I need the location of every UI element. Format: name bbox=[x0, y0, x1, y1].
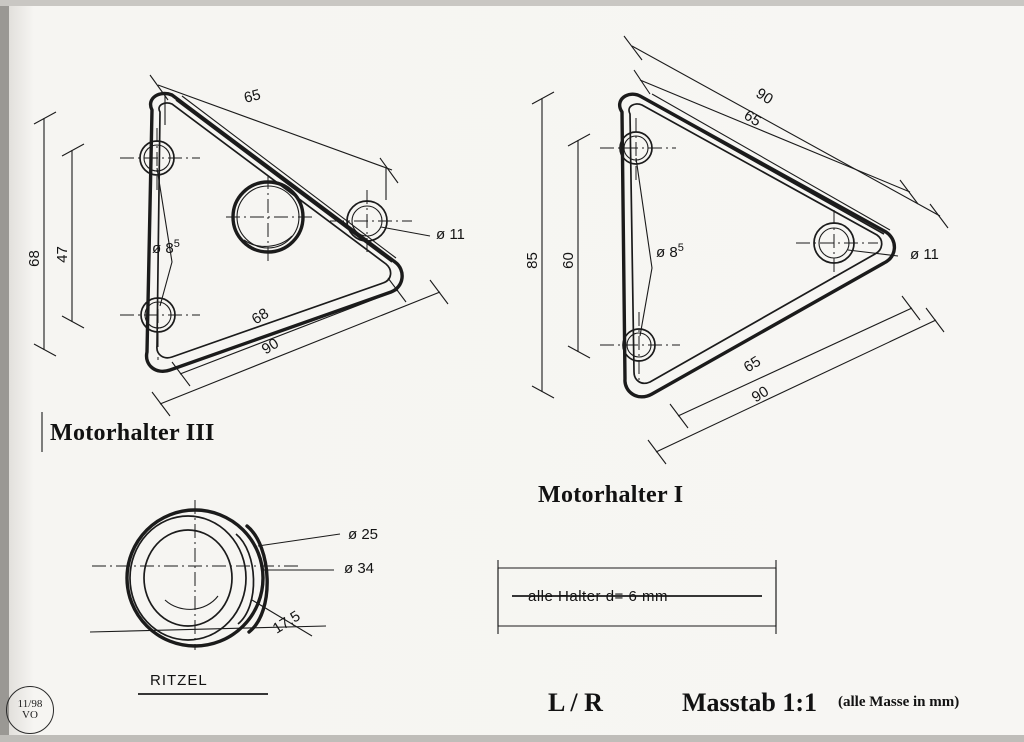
dim-34-ritzel: ø 34 bbox=[344, 560, 375, 577]
footer-units: (alle Masse in mm) bbox=[838, 694, 960, 710]
dim-60-left-part1: 60 bbox=[559, 252, 577, 269]
dim-17-5-ritzel: 17,5 bbox=[269, 607, 304, 638]
dim-65-top-part3: 65 bbox=[242, 86, 263, 107]
dim-68-left-part3: 68 bbox=[25, 250, 43, 267]
dim-hole-8-5-part1: ø $8^5$ bbox=[656, 242, 684, 261]
dim-hole-8-5-part3: ø $8^5$ bbox=[152, 238, 180, 257]
dim-90-bottom-part1: 90 bbox=[748, 382, 772, 407]
dim-90-top-part1: 90 bbox=[752, 84, 776, 109]
dim-25-ritzel: ø 25 bbox=[348, 526, 379, 543]
note-text: alle Halter d= 6 mm bbox=[528, 588, 668, 605]
footer-lr: L / R bbox=[548, 688, 603, 717]
dim-85-left-part1: 85 bbox=[523, 252, 541, 269]
dim-65-top-part1: 65 bbox=[740, 106, 764, 131]
title-motorhalter-3: Motorhalter III bbox=[50, 420, 215, 446]
dim-hole-11-part3: ø 11 bbox=[436, 226, 465, 243]
part-motorhalter-3-dimensions bbox=[34, 75, 448, 416]
dim-90-diagonal-part3: 90 bbox=[258, 334, 282, 359]
date-stamp-line1: 11/98 bbox=[17, 698, 43, 710]
title-motorhalter-1: Motorhalter I bbox=[538, 482, 684, 508]
part-motorhalter-1-dimensions bbox=[532, 36, 948, 464]
date-stamp bbox=[6, 686, 54, 734]
dim-hole-11-part1: ø 11 bbox=[910, 246, 939, 263]
part-ritzel bbox=[90, 500, 340, 694]
dim-65-bottom-part1: 65 bbox=[740, 352, 764, 377]
part-motorhalter-3-outline bbox=[147, 93, 403, 371]
dim-hole-8-5-sup-part3: 5 bbox=[173, 238, 180, 250]
date-stamp-line2: VO bbox=[22, 709, 38, 721]
dim-47-left-part3: 47 bbox=[53, 246, 71, 263]
title-ritzel: RITZEL bbox=[150, 672, 208, 689]
footer-scale: Masstab 1:1 bbox=[682, 688, 818, 717]
dim-68-diagonal-part3: 68 bbox=[248, 304, 272, 329]
dim-hole-8-5-sup-part1: 5 bbox=[677, 242, 684, 254]
